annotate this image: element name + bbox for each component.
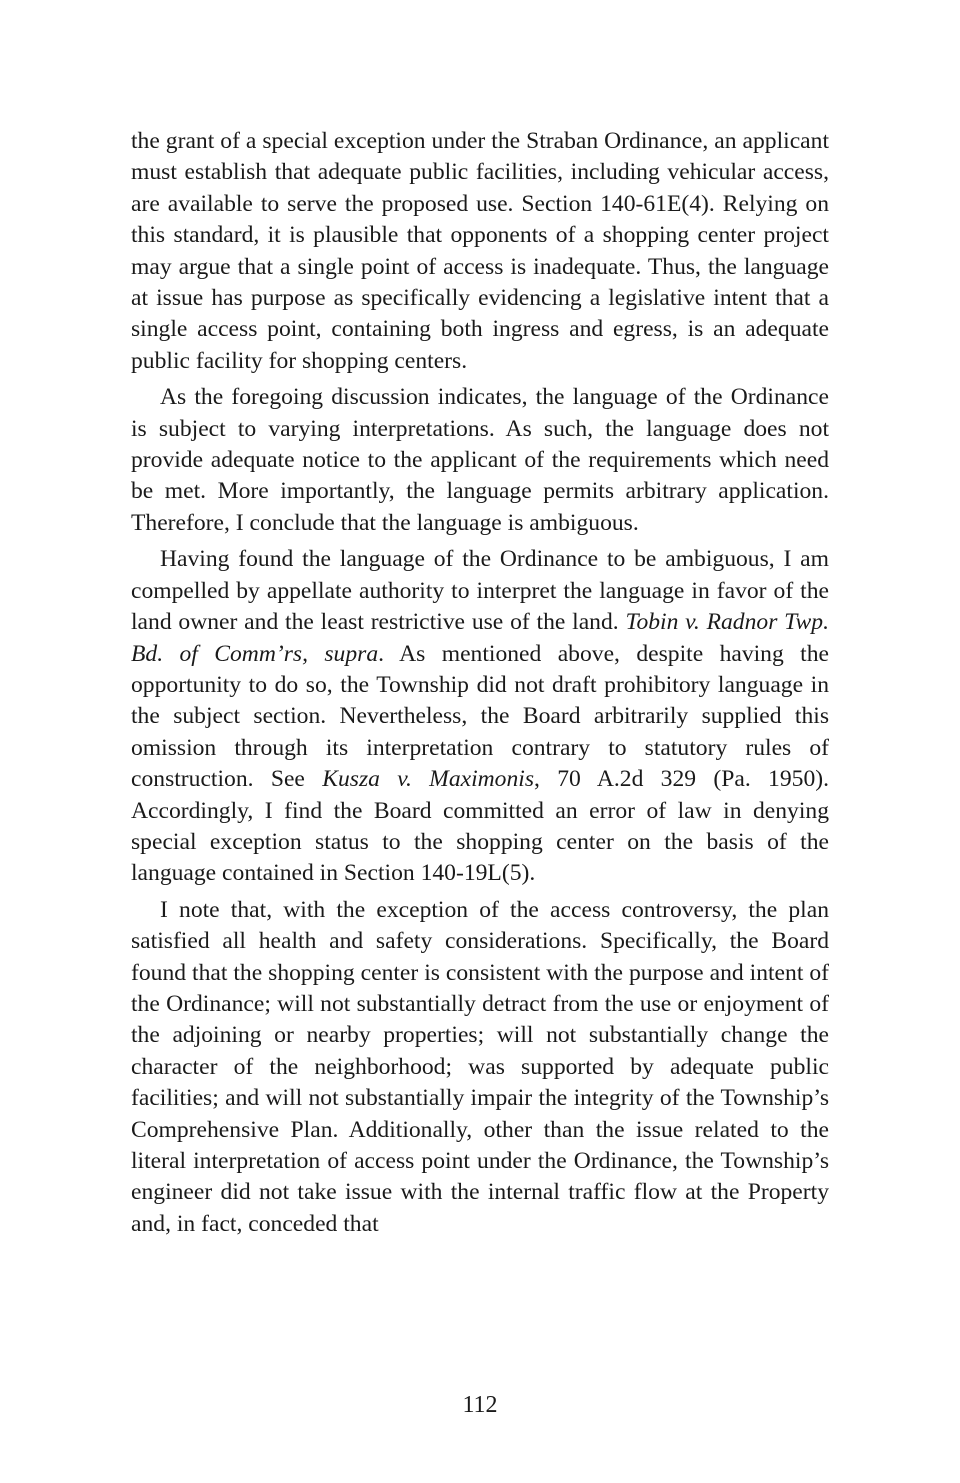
paragraph-4 <box>131 895 829 1240</box>
paragraph-3-text-c: , 70 A.2d 329 (Pa. 1950). Accordingly, I find the Board committed an error of law in denying special exception status to the shopping center on the basis of the language contained in Section 140-19L(5). <box>131 766 829 887</box>
paragraph-4-text: I note that, with the exception of the access controversy, the plan satisfied all health and safety considerations. Specifically, the Board found that the shopping center is consistent with the purpose and intent of the Ordinance; will not substantially detract from the use or enjoyment of the adjoining or nearby properties; will not substantially change the character of the neighborhood; was supported by adequate public facilities; and will not substantially impair the integrity of the Township’s Comprehensive Plan. Additionally, other than the issue related to the literal interpretation of access point under the Ordinance, the Township’s engineer did not take issue with the internal traffic flow at the Property and, in fact, conceded that <box>131 896 829 1237</box>
paragraph-2-text: As the foregoing discussion indicates, the language of the Ordinance is subject to varying interpretations. As such, the language does not provide adequate notice to the applicant of the requirements which need be met. More importantly, the language permits arbitrary application. Therefore, I conclude that the language is ambiguous. <box>131 384 829 536</box>
paragraph-3 <box>131 544 829 889</box>
case-citation-kusza: Kusza v. Maximonis <box>322 766 535 793</box>
paragraph-3-text-b: . As mentioned above, despite having the opportunity to do so, the Township did not draft prohibitory language in the subject section. Nevertheless, the Board arbitrarily supplied this omission through its interpretation contrary to statutory rules of construction. See <box>131 640 829 793</box>
page-number: 112 <box>462 1392 498 1418</box>
paragraph-1 <box>131 126 829 377</box>
paragraph-1-text: the grant of a special exception under the Straban Ordinance, an applicant must establish that adequate public facilities, including vehicular access, are available to serve the proposed use. Section 140-61E(4). Relying on this standard, it is plausible that opponents of a shopping center project may argue that a single point of access is inadequate. Thus, the language at issue has purpose as specifically evidencing a legislative intent that a single access point, containing both ingress and egress, is an adequate public facility for shopping centers. <box>131 128 829 374</box>
page-body <box>131 126 829 1240</box>
paragraph-3-text-a: Having found the language of the Ordinance to be ambiguous, I am compelled by appellate authority to interpret the language in favor of the land owner and the least restrictive use of the land. <box>131 546 829 636</box>
paragraph-2 <box>131 382 829 539</box>
case-citation-tobin: Tobin v. Radnor Twp. Bd. of Comm’rs, supra <box>131 609 829 667</box>
